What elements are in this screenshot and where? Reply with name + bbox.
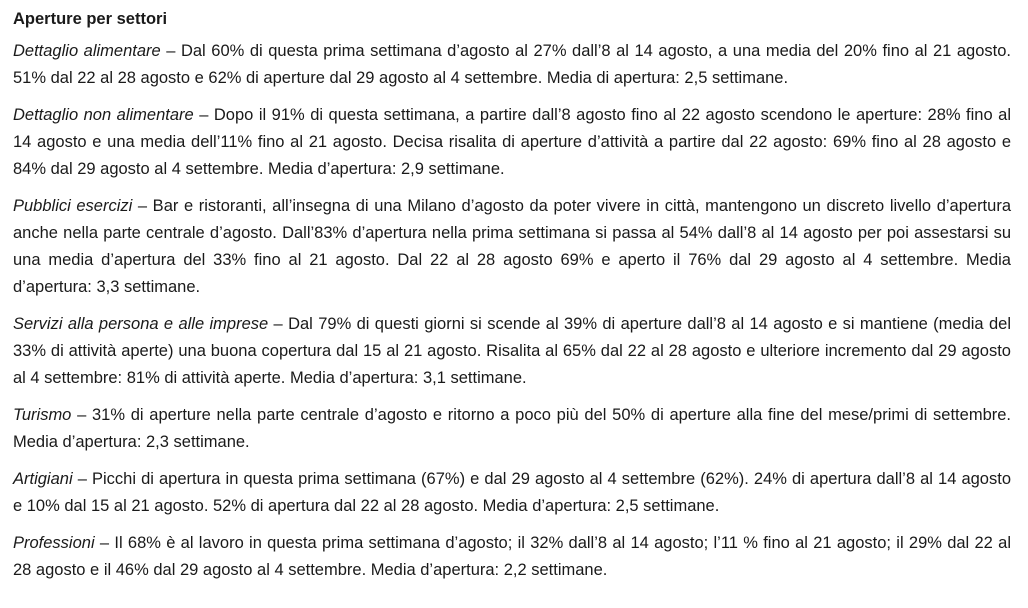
sector-paragraph-pubblici-esercizi	[13, 193, 1011, 301]
section-heading: Aperture per settori	[13, 10, 168, 28]
sector-paragraph-professioni	[13, 530, 1011, 584]
sector-name: Pubblici esercizi	[13, 197, 133, 215]
sector-text: – Bar e ristoranti, all’insegna di una Milano d’agosto da poter vivere in città, mantengono un discreto livello d’apertura anche nella parte centrale d’agosto. Dall’83% d’apertura nella prima settimana si passa al 54% dall’8 al 14 agosto per poi assestarsi su una media d’apertura del 33% fino al 21 agosto. Dal 22 al 28 agosto 69% e aperto il 76% dal 29 agosto al 4 settembre. Media d’apertura: 3,3 settimane.	[13, 197, 1011, 296]
sector-name: Professioni	[13, 534, 95, 552]
sector-text: – Dal 79% di questi giorni si scende al 39% di aperture dall’8 al 14 agosto e si mantiene (media del 33% di attività aperte) una buona copertura dal 15 al 21 agosto. Risalita al 65% dal 22 al 28 agosto e ulteriore incremento dal 29 agosto al 4 settembre: 81% di attività aperte. Media d’apertura: 3,1 settimane.	[13, 315, 1011, 387]
sector-name: Dettaglio non alimentare	[13, 106, 194, 124]
sector-text: – Il 68% è al lavoro in questa prima settimana d’agosto; il 32% dall’8 al 14 agosto; l’11 % fino al 21 agosto; il 29% dal 22 al 28 agosto e il 46% dal 29 agosto al 4 settembre. Media d’apertura: 2,2 settimane.	[13, 534, 1011, 579]
sector-paragraph-dettaglio-alimentare	[13, 38, 1011, 92]
sector-text: – Picchi di apertura in questa prima settimana (67%) e dal 29 agosto al 4 settembre (62%). 24% di apertura dall’8 al 14 agosto e 10% dal 15 al 21 agosto. 52% di apertura dal 22 al 28 agosto. Media d’apertura: 2,5 settimane.	[13, 470, 1011, 515]
sector-paragraph-artigiani	[13, 466, 1011, 520]
sector-name: Artigiani	[13, 470, 73, 488]
sector-name: Turismo	[13, 406, 72, 424]
sector-text: – Dopo il 91% di questa settimana, a partire dall’8 agosto fino al 22 agosto scendono le aperture: 28% fino al 14 agosto e una media dell’11% fino al 21 agosto. Decisa risalita di aperture d’attività a partire dal 22 agosto: 69% fino al 28 agosto e 84% dal 29 agosto al 4 settembre. Media d’apertura: 2,9 settimane.	[13, 106, 1012, 178]
sector-name: Servizi alla persona e alle imprese	[13, 315, 269, 333]
sector-text: – 31% di aperture nella parte centrale d’agosto e ritorno a poco più del 50% di aperture alla fine del mese/primi di settembre. Media d’apertura: 2,3 settimane.	[13, 406, 1011, 451]
sector-paragraph-servizi	[13, 311, 1011, 392]
sector-paragraph-turismo	[13, 402, 1011, 456]
sector-paragraph-dettaglio-non-alimentare	[13, 102, 1011, 183]
sector-text: – Dal 60% di questa prima settimana d’agosto al 27% dall’8 al 14 agosto, a una media del 20% fino al 21 agosto. 51% dal 22 al 28 agosto e 62% di aperture dal 29 agosto al 4 settembre. Media di apertura: 2,5 settimane.	[13, 42, 1011, 87]
sector-name: Dettaglio alimentare	[13, 42, 161, 60]
